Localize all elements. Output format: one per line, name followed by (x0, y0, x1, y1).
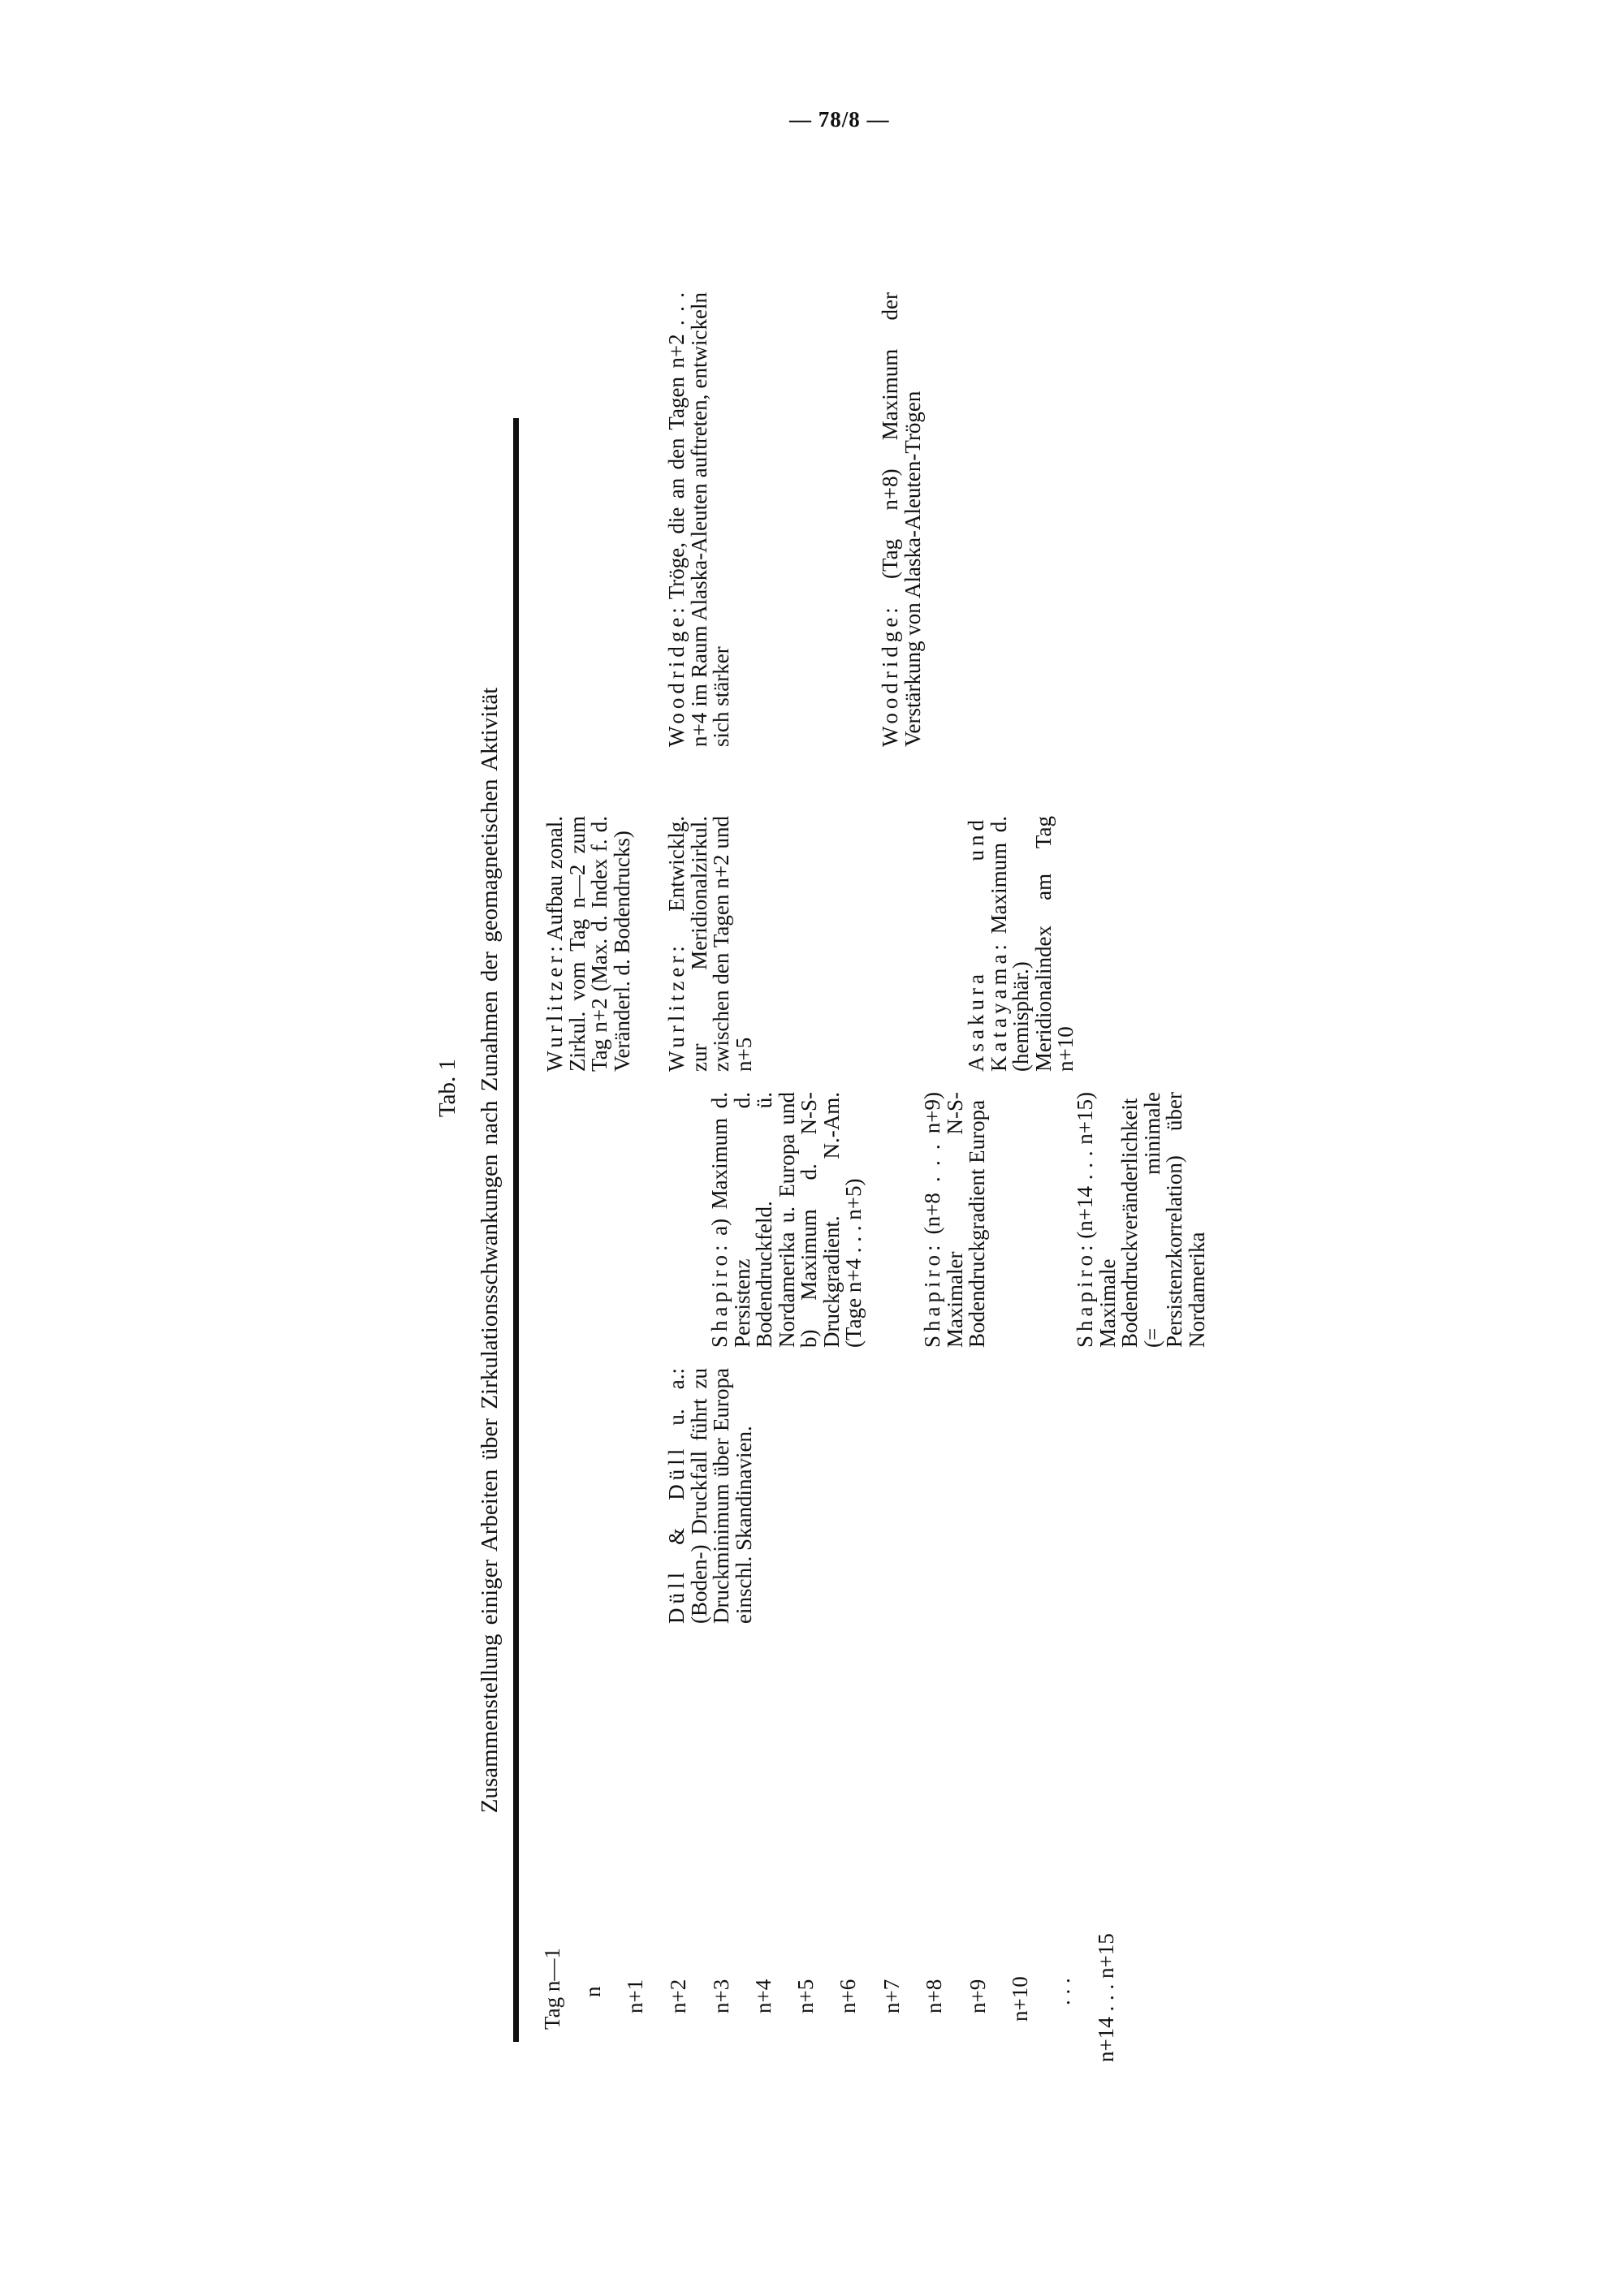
entry-text: u. a.: (Boden-) Druckfall führt zu Druckminimum über Europa einschl. Skandinavien. (664, 1368, 756, 1624)
row-label: n+6 (836, 1979, 860, 2013)
entry-author: Düll & Düll (664, 1444, 689, 1624)
entry-shapiro-1 (709, 1092, 866, 1348)
entry-shapiro-3 (1074, 1092, 1208, 1348)
row-label: n+7 (879, 1979, 904, 2013)
entry-wurlitzer-1 (544, 816, 633, 1072)
entry-duell (666, 1368, 755, 1624)
page-number: — 78/8 — (789, 107, 890, 132)
rotated-table (434, 0, 1506, 2062)
entry-author: Woodridge (664, 613, 689, 747)
entry-text: : (Tag n+8) Maximum der Verstärkung von Alaska-Aleuten-Trögen (878, 292, 925, 747)
entry-wurlitzer-2 (666, 816, 755, 1072)
entry-author: Wurlitzer (664, 952, 689, 1072)
row-label: n (581, 1986, 605, 1997)
entry-woodridge-2 (879, 292, 924, 747)
entry-author: Shapiro (707, 1251, 732, 1348)
row-label: n+4 (751, 1979, 775, 2013)
row-label: n+5 (793, 1979, 818, 2013)
entry-author: Asakura und Katayama (964, 816, 1011, 1072)
entry-author: Wurlitzer (542, 952, 567, 1072)
entry-text: : Aufbau zonal. Zirkul. vom Tag n—2 zum Tag n+2 (Max. d. Index f. d. Veränderl. d. Bodendrucks) (542, 816, 634, 1072)
entry-text: : Tröge, die an den Tagen n+2 . . . n+4 im Raum Alaska-Aleuten auftreten, entwickeln sich stärker (664, 292, 733, 747)
entry-asakura (965, 816, 1078, 1072)
row-label: n+3 (709, 1979, 733, 2013)
row-label: Tag n—1 (540, 1948, 564, 2030)
entry-text: : Entwicklg. zur Meridionalzirkul. zwischen den Tagen n+2 und n+5 (664, 816, 756, 1072)
row-label: n+8 (922, 1979, 946, 2013)
entry-text: : a) Maximum d. Persistenz d. Bodendruckfeld. ü. Nordamerika u. Europa und b) Maximum d. N-S-Druckgradient. N.-Am. (Tage n+4 . . . n+5) (707, 1092, 866, 1348)
row-label: n+1 (623, 1979, 647, 2013)
row-label: n+14 . . . n+15 (1094, 1933, 1118, 2062)
entry-text: : (n+14 . . . n+15) Maximale Bodendruckveränderlichkeit (= minimale Persistenzkorrelation) über Nordamerika (1073, 1092, 1209, 1348)
entry-author: Shapiro (1073, 1251, 1097, 1348)
entry-shapiro-2 (922, 1092, 989, 1348)
entry-author: Shapiro (920, 1251, 944, 1348)
row-label: n+9 (965, 1979, 990, 2013)
entry-text: : Maximum d. (hemisphär.) Meridionalindex am Tag n+10 (986, 816, 1078, 1072)
row-label: n+2 (666, 1979, 690, 2013)
row-label: n+10 (1008, 1976, 1032, 2022)
entry-woodridge-1 (666, 292, 733, 747)
entry-text: : (n+8 . . . n+9) Maximaler N-S-Bodendruckgradient Europa (920, 1092, 989, 1348)
table-title: Zusammenstellung einiger Arbeiten über Zirkulationsschwankungen nach Zunahmen der geomagnetischen Aktivität (477, 687, 503, 1814)
table-top-rule (513, 418, 519, 2042)
entry-author: Woodridge (878, 613, 902, 747)
row-label: . . . (1050, 1978, 1074, 2005)
table-label: Tab. 1 (434, 1058, 460, 1118)
